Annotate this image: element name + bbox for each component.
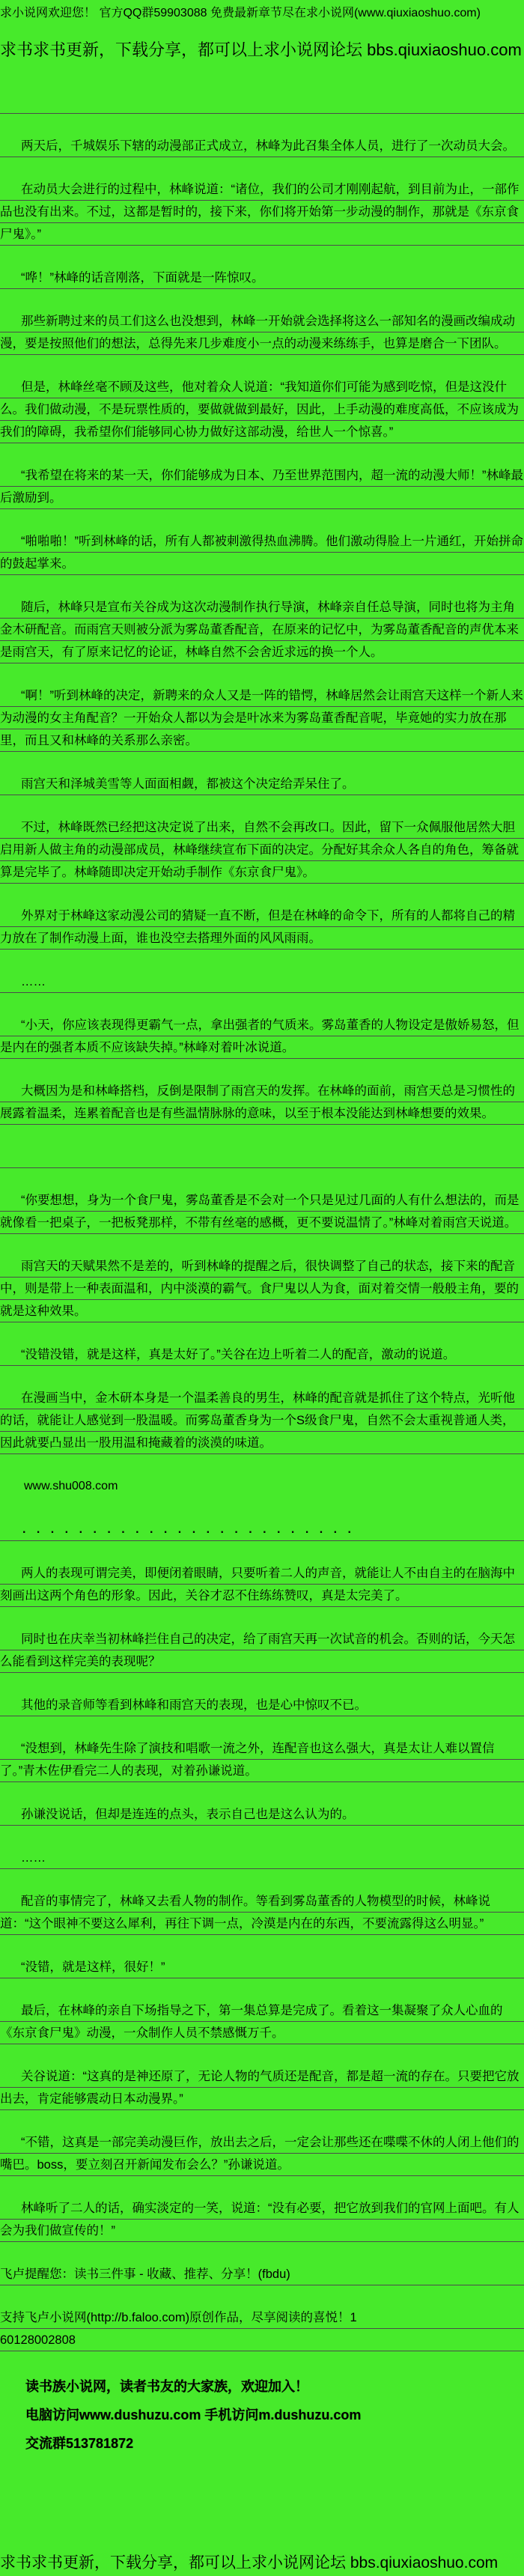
novel-paragraph: “你要想想，身为一个食尸鬼，雾岛董香是不会对一个只是见过几面的人有什么想法的，而是就像看一把桌子，一把板凳那样，不带有丝毫的感概，更不要说温情了。”林峰对着雨宫天说道。	[0, 1189, 524, 1234]
watermark-url: www.shu008.com	[24, 1480, 118, 1492]
novel-paragraph-ellipsis: ……	[0, 970, 524, 993]
novel-paragraph: “小天，你应该表现得更霸气一点，拿出强者的气质来。雾岛董香的人物设定是傲娇易怒，但是内在的强者本质不应该缺失掉。”林峰对着叶冰说道。	[0, 1014, 524, 1059]
novel-paragraph: 孙谦没说话，但却是连连的点头，表示自己也是这么认为的。	[0, 1803, 524, 1826]
page-footer	[0, 2263, 524, 2572]
dushuzu-promo-line1: 读书族小说网，读者书友的大家族，欢迎加入！	[25, 2379, 308, 2394]
novel-paragraph: “没错，就是这样，很好！”	[0, 1956, 524, 1978]
book-id: 60128002808	[0, 2329, 524, 2351]
novel-paragraph: “没想到，林峰先生除了演技和唱歌一流之外，连配音也这么强大，真是太让人难以置信了。”青木佐伊看完二人的表现，对着孙谦说道。	[0, 1737, 524, 1782]
novel-paragraph: 林峰听了二人的话，确实淡定的一笑，说道：“没有必要，把它放到我们的官网上面吧。有人会为我们做宣传的！”	[0, 2197, 524, 2242]
novel-article	[0, 135, 524, 2242]
novel-paragraph: “没错没错，就是这样，真是太好了。”关谷在边上听着二人的配音，激动的说道。	[0, 1343, 524, 1366]
novel-paragraph: 最后，在林峰的亲自下场指导之下，第一集总算是完成了。看着这一集凝聚了众人心血的《东京食尸鬼》动漫，一众制作人员不禁感慨万千。	[0, 1999, 524, 2044]
novel-paragraph: 在漫画当中，金木研本身是一个温柔善良的男生，林峰的配音就是抓住了这个特点，光听他的话，就能让人感觉到一股温暖。而雾岛董香身为一个S级食尸鬼，自然不会太重视普通人类，因此就要凸显出一股用温和掩藏着的淡漠的味道。	[0, 1387, 524, 1454]
faloo-support-line: 支持飞卢小说网(http://b.faloo.com)原创作品，尽享阅读的喜悦！1	[0, 2306, 524, 2329]
novel-paragraph: “不错，这真是一部完美动漫巨作，放出去之后，一定会让那些还在喋喋不休的人闭上他们的嘴巴。boss，要立刻召开新闻发布会么？”孙谦说道。	[0, 2131, 524, 2176]
novel-paragraph-ellipsis: ……	[0, 1847, 524, 1869]
novel-paragraph: 在动员大会进行的过程中，林峰说道：“诸位，我们的公司才刚刚起航，到目前为止，一部作品也没有出来。不过，这都是暂时的，接下来，你们将开始第一步动漫的制作，那就是《东京食尸鬼》。”	[0, 178, 524, 246]
novel-paragraph: 同时也在庆幸当初林峰拦住自己的决定，给了雨宫天再一次试音的机会。否则的话，今天怎么能看到这样完美的表现呢？	[0, 1628, 524, 1673]
novel-paragraph: “我希望在将来的某一天，你们能够成为日本、乃至世界范围内，超一流的动漫大师！”林峰最后激励到。	[0, 464, 524, 509]
novel-paragraph: 雨宫天的天赋果然不是差的，听到林峰的提醒之后，很快调整了自己的状态，接下来的配音中，则是带上一种表面温和，内中淡漠的霸气。食尸鬼以人为食，面对着交情一般般主角，要的就是这种效果。	[0, 1255, 524, 1322]
novel-paragraph: 外界对于林峰这家动漫公司的猜疑一直不断，但是在林峰的命令下，所有的人都将自己的精力放在了制作动漫上面，谁也没空去搭理外面的风风雨雨。	[0, 905, 524, 950]
novel-paragraph: 但是，林峰丝毫不顾及这些，他对着众人说道：“我知道你们可能为感到吃惊，但是这没什么。我们做动漫，不是玩票性质的，要做就做到最好，因此，上手动漫的难度高低，不应该成为我们的障碍，我希望你们能够同心协力做好这部动漫，给世人一个惊喜。”	[0, 376, 524, 443]
site-banner-top: 求小说网欢迎您！ 官方QQ群59903088 免费最新章节尽在求小说网(www.qiuxiaoshuo.com)	[0, 7, 481, 19]
novel-paragraph: 配音的事情完了，林峰又去看人物的制作。等看到雾岛董香的人物模型的时候，林峰说道：“这个眼神不要这么犀利，再往下调一点，冷漠是内在的东西，不要流露得这么明显。”	[0, 1890, 524, 1935]
novel-paragraph: 不过，林峰既然已经把这决定说了出来，自然不会再改口。因此，留下一众佩服他居然大胆启用新人做主角的动漫部成员，林峰继续宣布下面的决定。分配好其余众人各自的角色，筹备就算是完毕了。林峰随即决定开始动手制作《东京食尸鬼》。	[0, 816, 524, 884]
dushuzu-promo	[0, 2372, 524, 2458]
faloo-reminder: 飞卢提醒您：读书三件事 - 收藏、推荐、分享！(fbdu)	[0, 2263, 524, 2285]
novel-paragraph: 其他的录音师等看到林峰和雨宫天的表现，也是心中惊叹不已。	[0, 1694, 524, 1716]
dushuzu-promo-line3: 交流群513781872	[25, 2436, 134, 2451]
novel-paragraph: “啪啪啪！”听到林峰的话，所有人都被刺激得热血沸腾。他们激动得脸上一片通红，开始拼命的鼓起掌来。	[0, 530, 524, 575]
dushuzu-promo-line2: 电脑访问www.dushuzu.com 手机访问m.dushuzu.com	[25, 2408, 362, 2422]
novel-paragraph: 两人的表现可谓完美，即便闭着眼睛，只要听着二人的声音，就能让人不由自主的在脑海中刻画出这两个角色的形象。因此，关谷才忍不住练练赞叹，真是太完美了。	[0, 1562, 524, 1607]
novel-paragraph: 雨宫天和泽城美雪等人面面相觑，都被这个决定给弄呆住了。	[0, 773, 524, 795]
novel-paragraph: 那些新聘过来的员工们这么也没想到，林峰一开始就会选择将这么一部知名的漫画改编成动漫，要是按照他们的想法，总得先来几步难度小一点的动漫来练练手，也算是磨合一下团队。	[0, 310, 524, 355]
novel-paragraph: 随后，林峰只是宣布关谷成为这次动漫制作执行导演，林峰亲自任总导演，同时也将为主角金木研配音。而雨宫天则被分派为雾岛董香配音，在原来的记忆中，为雾岛董香配音的声优本来是雨宫天，有了原来记忆的论证，林峰自然不会舍近求远的换一个人。	[0, 596, 524, 663]
novel-paragraph: 大概因为是和林峰搭档，反倒是限制了雨宫天的发挥。在林峰的面前，雨宫天总是习惯性的展露着温柔，连累着配音也是有些温情脉脉的意味，以至于根本没能达到林峰想要的效果。	[0, 1080, 524, 1125]
ruled-blank-line	[0, 1146, 524, 1168]
novel-paragraph: 两天后，千城娱乐下辖的动漫部正式成立，林峰为此召集全体人员，进行了一次动员大会。	[0, 135, 524, 157]
novel-paragraph: “哗！”林峰的话音刚落，下面就是一阵惊叹。	[0, 267, 524, 289]
novel-paragraph: 关谷说道：“这真的是神还原了，无论人物的气质还是配音，都是超一流的存在。只要把它放出去，肯定能够震动日本动漫界。”	[0, 2065, 524, 2110]
site-banner-promo: 求书求书更新，下载分享，都可以上求小说网论坛 bbs.qiuxiaoshuo.com	[0, 40, 522, 59]
site-banner-bottom: 求书求书更新，下载分享，都可以上求小说网论坛 bbs.qiuxiaoshuo.com	[0, 2554, 499, 2572]
dots-separator: . . . . . . . . . . . . . . . . . . . . . . . .	[0, 1519, 524, 1541]
ruled-blank-line	[0, 91, 524, 114]
novel-paragraph: “啊！”听到林峰的决定，新聘来的众人又是一阵的错愕，林峰居然会让雨宫天这样一个新人来为动漫的女主角配音？一开始众人都以为会是叶冰来为雾岛董香配音呢，毕竟她的实力放在那里，而且又和林峰的关系那么亲密。	[0, 684, 524, 752]
